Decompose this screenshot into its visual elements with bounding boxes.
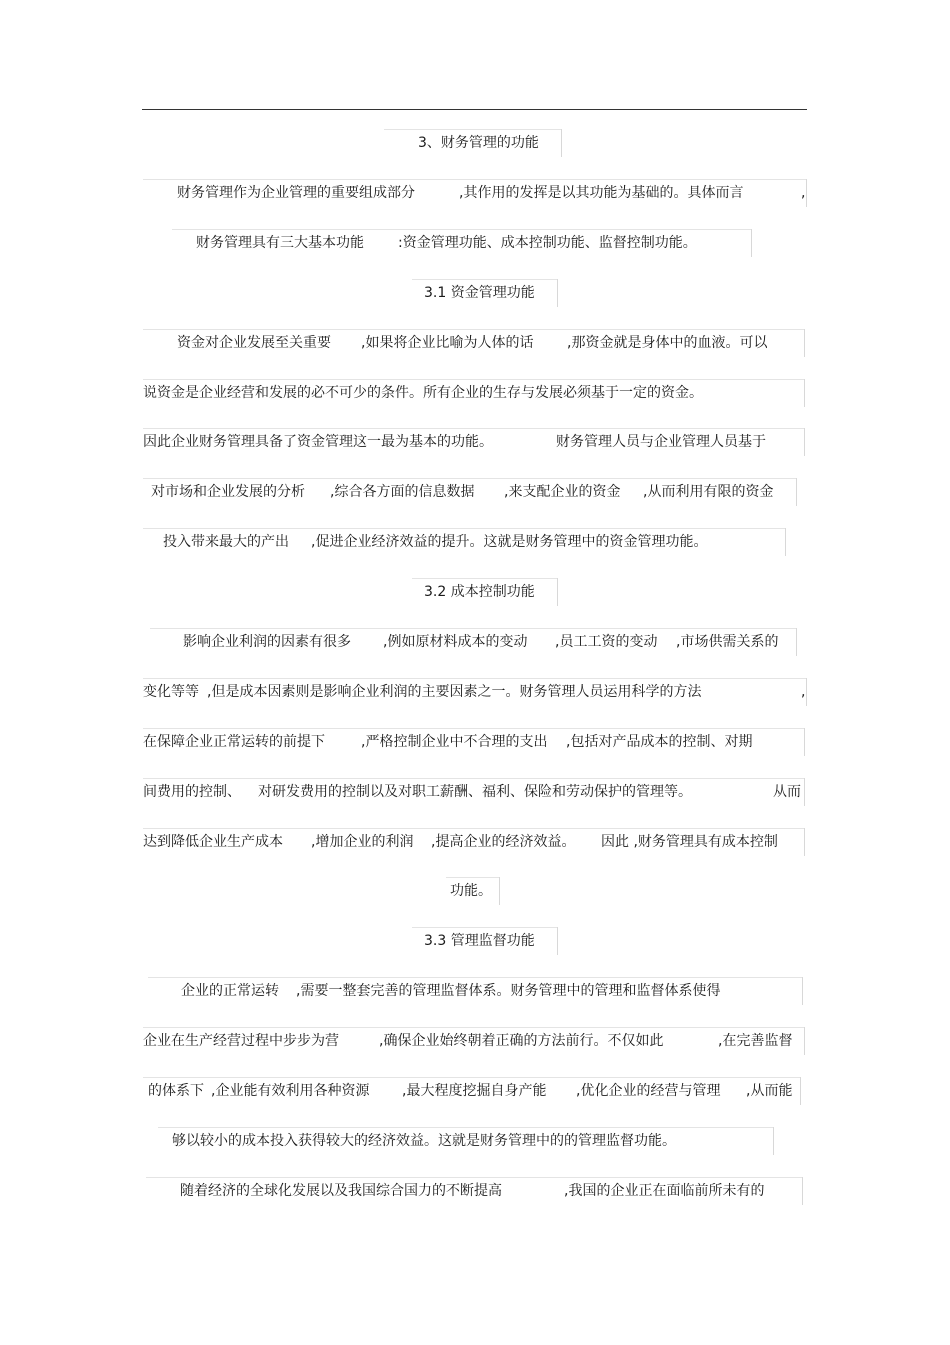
text-segment: 财务管理具有三大基本功能 [196,235,364,251]
text-segment: 对市场和企业发展的分析 [151,484,305,500]
paragraph-line [143,528,786,556]
text-segment: ,包括对产品成本的控制、对期 [566,734,753,750]
paragraph-line [148,977,803,1005]
text-segment: 企业的正常运转 [181,983,279,999]
text-segment: 够以较小的成本投入获得较大的经济效益。这就是财务管理中的的管理监督功能。 [172,1133,676,1149]
paragraph-line [143,728,805,756]
paragraph-line [143,428,805,456]
text-segment: ,如果将企业比喻为人体的话 [361,335,534,351]
text-segment: ,从而能 [746,1083,793,1099]
text-segment: 因此 ,财务管理具有成本控制 [601,834,778,850]
text-segment: 资金对企业发展至关重要 [177,335,331,351]
text-segment: , [801,684,806,700]
text-segment: ,最大程度挖掘自身产能 [402,1083,547,1099]
text-segment: 财务管理作为企业管理的重要组成部分 [177,185,415,201]
text-segment: 间费用的控制、 [143,784,241,800]
text-segment: ,增加企业的利润 [311,834,414,850]
heading-text: 3.3 管理监督功能 [424,933,535,949]
paragraph-line [446,877,500,905]
text-segment: ,提高企业的经济效益。 [431,834,576,850]
text-segment: ,市场供需关系的 [676,634,779,650]
text-segment: 变化等等 [143,684,199,700]
text-segment: ,确保企业始终朝着正确的方法前行。不仅如此 [379,1033,664,1049]
text-segment: ,那资金就是身体中的血液。可以 [567,335,768,351]
text-segment: ,其作用的发挥是以其功能为基础的。具体而言 [459,185,744,201]
paragraph-line [143,478,797,506]
text-segment: 企业在生产经营过程中步步为营 [143,1033,339,1049]
paragraph-line [158,1127,774,1155]
text-segment: 达到降低企业生产成本 [143,834,283,850]
paragraph-line [143,379,805,407]
paragraph-line [146,1177,803,1205]
text-segment: 投入带来最大的产出 [163,534,289,550]
text-segment: ,优化企业的经营与管理 [576,1083,721,1099]
paragraph-line [143,678,807,706]
paragraph-line [150,628,797,656]
section-heading-3-3 [412,927,558,955]
text-segment: ,在完善监督 [718,1033,793,1049]
text-segment: ,企业能有效利用各种资源 [211,1083,370,1099]
paragraph-line [172,229,752,257]
paragraph-line [143,1077,801,1105]
text-segment: 在保障企业正常运转的前提下 [143,734,325,750]
text-segment: ,但是成本因素则是影响企业利润的主要因素之一。财务管理人员运用科学的方法 [207,684,702,700]
text-segment: ,严格控制企业中不合理的支出 [361,734,548,750]
text-segment: ,例如原材料成本的变动 [383,634,528,650]
text-segment: 从而 [773,784,801,800]
text-segment: , [801,185,806,201]
text-segment: ,从而利用有限的资金 [643,484,774,500]
text-segment: 财务管理人员与企业管理人员基于 [556,434,766,450]
text-segment: ,需要一整套完善的管理监督体系。财务管理中的管理和监督体系使得 [296,983,721,999]
text-segment: 影响企业利润的因素有很多 [183,634,351,650]
section-heading-3-1 [412,279,558,307]
text-segment: 随着经济的全球化发展以及我国综合国力的不断提高 [180,1183,502,1199]
text-segment: 的体系下 [148,1083,204,1099]
text-segment: :资金管理功能、成本控制功能、监督控制功能。 [398,235,697,251]
paragraph-line [143,778,805,806]
section-heading-3 [384,129,562,157]
text-segment: 说资金是企业经营和发展的必不可少的条件。所有企业的生存与发展必须基于一定的资金。 [143,385,703,401]
text-segment: 对研发费用的控制以及对职工薪酬、福利、保险和劳动保护的管理等。 [258,784,692,800]
heading-text: 3、财务管理的功能 [418,135,539,151]
heading-text: 3.2 成本控制功能 [424,584,535,600]
paragraph-line [143,828,805,856]
top-rule [142,109,807,110]
text-segment: ,我国的企业正在面临前所未有的 [564,1183,765,1199]
paragraph-line [143,1027,805,1055]
text-segment: ,综合各方面的信息数据 [330,484,475,500]
text-segment: 因此企业财务管理具备了资金管理这一最为基本的功能。 [143,434,493,450]
section-heading-3-2 [412,578,558,606]
text-segment: 功能。 [450,883,492,899]
paragraph-line [143,179,807,207]
text-segment: ,来支配企业的资金 [504,484,621,500]
text-segment: ,员工工资的变动 [555,634,658,650]
heading-text: 3.1 资金管理功能 [424,285,535,301]
text-segment: ,促进企业经济效益的提升。这就是财务管理中的资金管理功能。 [311,534,708,550]
paragraph-line [143,329,805,357]
